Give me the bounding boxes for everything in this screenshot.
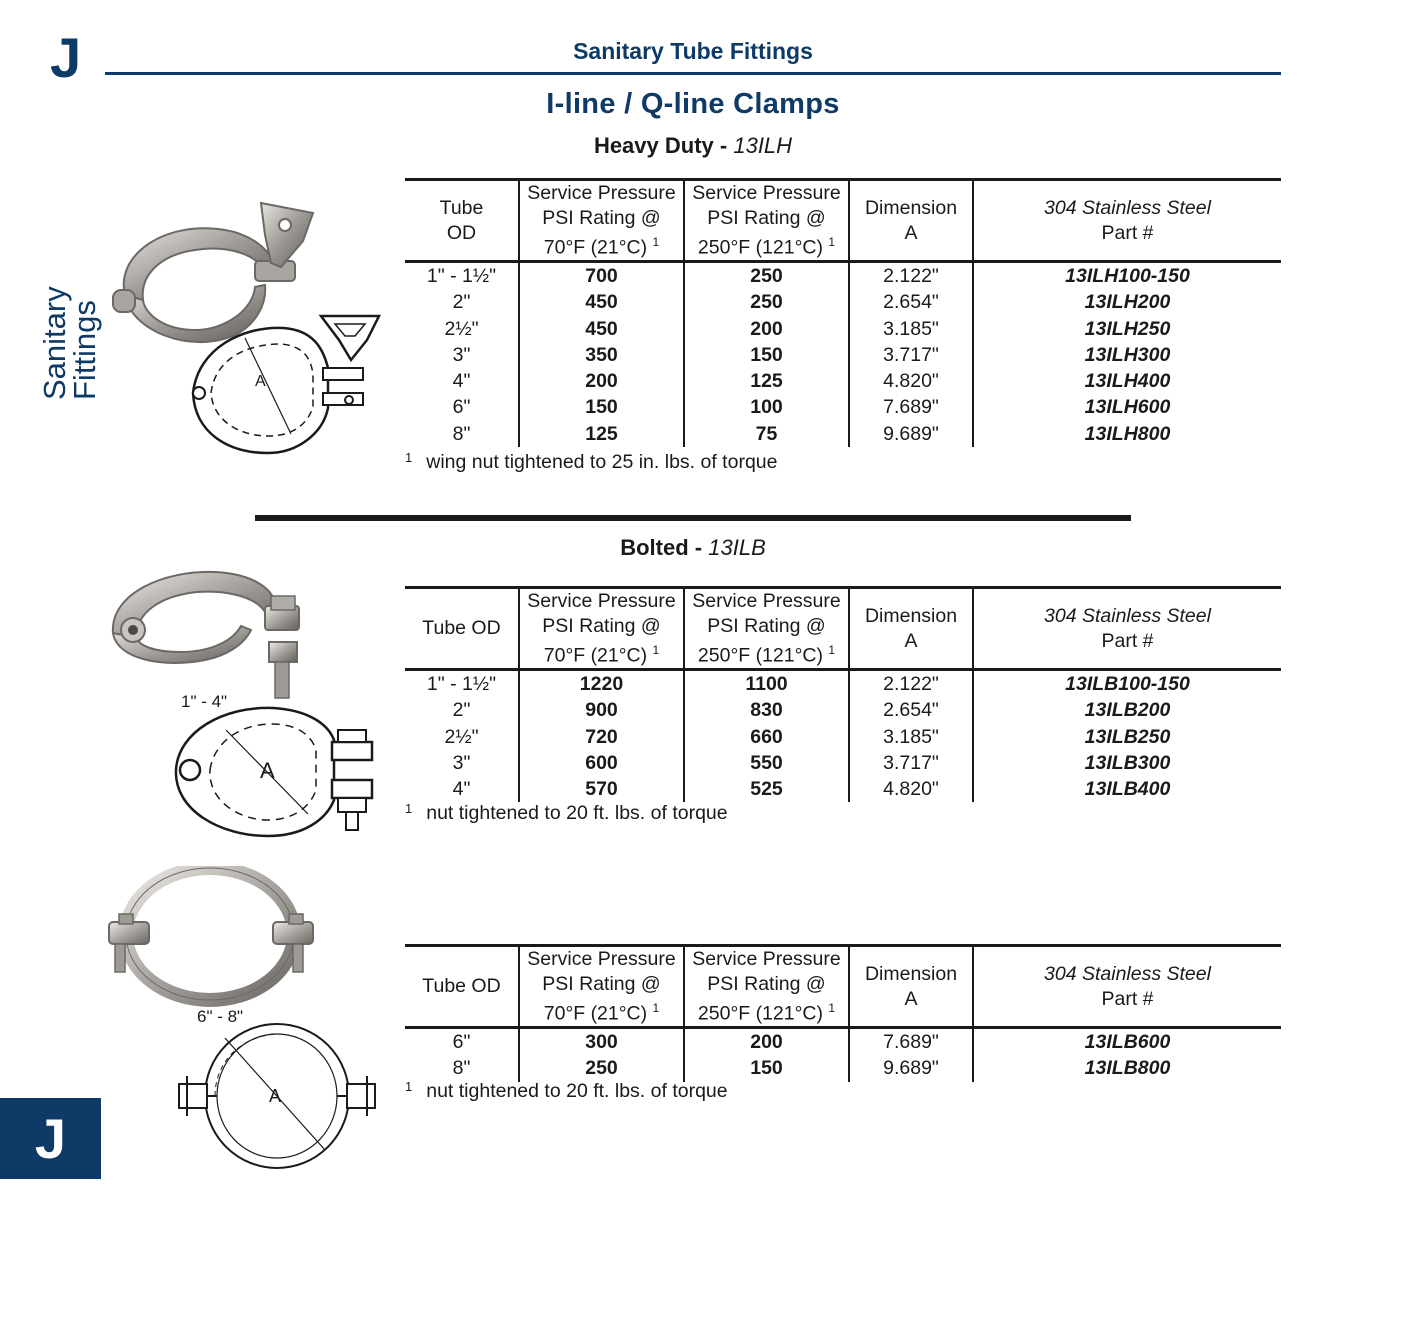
large-bolted-clamp-photo-icon: [105, 866, 320, 1011]
heavy-duty-title: [405, 133, 981, 159]
table-row: 1" - 1½" 700 250 2.122" 13ILH100-150: [405, 262, 1281, 290]
diagram-label-a: A: [260, 758, 275, 783]
page-title: I-line / Q-line Clamps: [546, 88, 840, 120]
bolted-clamp-drawing-icon: [168, 700, 378, 840]
col-dimension: Dimension A: [849, 180, 973, 262]
heavy-duty-clamp-drawing-icon: [183, 308, 383, 458]
bolted-clamp-photo-icon: [105, 568, 310, 703]
col-part-number: 304 Stainless Steel Part #: [973, 180, 1281, 262]
section-tab: J: [0, 1098, 101, 1179]
section-divider: [255, 515, 1131, 521]
side-label: [37, 180, 102, 400]
large-bolted-footnote: $^1$ nut tightened to 20 ft. lbs. of torque: [405, 1079, 728, 1102]
table-row: 2½" 450 200 3.185" 13ILH250: [405, 316, 1281, 342]
section-letter: J: [50, 26, 82, 89]
heavy-duty-footnote: $^1$ wing nut tightened to 25 in. lbs. of torque: [405, 450, 778, 473]
col-dimension: Dimension A: [849, 946, 973, 1028]
large-bolted-table: [405, 944, 1281, 1082]
table-row: 6" 300 200 7.689" 13ILB600: [405, 1028, 1281, 1056]
large-bolted-clamp-drawing-icon: [175, 1020, 380, 1172]
bolted-title-bold: Bolted -: [620, 535, 703, 560]
table-row: 1" - 1½" 1220 1100 2.122" 13ILB100-150: [405, 670, 1281, 698]
col-pressure-250: Service Pressure PSI Rating @ 250°F (121°C) $^1$: [684, 946, 849, 1028]
table-row: 2" 450 250 2.654" 13ILH200: [405, 289, 1281, 315]
bolted-footnote: $^1$ nut tightened to 20 ft. lbs. of torque: [405, 801, 728, 824]
table-row: 4" 200 125 4.820" 13ILH400: [405, 368, 1281, 394]
col-part-number: 304 Stainless Steel Part #: [973, 588, 1281, 670]
heavy-duty-title-italic: 13ILH: [733, 133, 793, 158]
side-label-line1: Sanitary: [37, 286, 72, 400]
col-pressure-70: Service Pressure PSI Rating @ 70°F (21°C) $^1$: [519, 588, 684, 670]
col-tube-od: Tube OD: [405, 588, 519, 670]
header-title: Sanitary Tube Fittings: [573, 38, 813, 64]
table-row: 4" 570 525 4.820" 13ILB400: [405, 776, 1281, 802]
bolted-table: [405, 586, 1281, 802]
large-bolted-image-label: 6" - 8": [197, 1007, 244, 1026]
table-row: 2½" 720 660 3.185" 13ILB250: [405, 724, 1281, 750]
bolted-title: [405, 535, 981, 561]
heavy-duty-table: [405, 178, 1281, 447]
col-tube-od: Tube OD: [405, 946, 519, 1028]
table-row: 8" 125 75 9.689" 13ILH800: [405, 421, 1281, 447]
table-row: 6" 150 100 7.689" 13ILH600: [405, 394, 1281, 420]
table-row: 3" 350 150 3.717" 13ILH300: [405, 342, 1281, 368]
diagram-label-a: A: [255, 373, 266, 390]
col-pressure-70: Service Pressure PSI Rating @ 70°F (21°C) $^1$: [519, 946, 684, 1028]
col-tube-od: Tube OD: [405, 180, 519, 262]
bolted-image-label: 1" - 4": [181, 692, 228, 711]
col-dimension: Dimension A: [849, 588, 973, 670]
table-row: 2" 900 830 2.654" 13ILB200: [405, 697, 1281, 723]
header-rule: [105, 72, 1281, 75]
side-label-line2: Fittings: [67, 300, 102, 400]
col-pressure-70: Service Pressure PSI Rating @ 70°F (21°C) $^1$: [519, 180, 684, 262]
bolted-title-italic: 13ILB: [708, 535, 766, 560]
col-pressure-250: Service Pressure PSI Rating @ 250°F (121°C) $^1$: [684, 180, 849, 262]
table-row: 3" 600 550 3.717" 13ILB300: [405, 750, 1281, 776]
heavy-duty-title-bold: Heavy Duty -: [593, 133, 728, 158]
col-pressure-250: Service Pressure PSI Rating @ 250°F (121°C) $^1$: [684, 588, 849, 670]
table-row: 8" 250 150 9.689" 13ILB800: [405, 1055, 1281, 1081]
diagram-label-a: A: [269, 1086, 282, 1106]
col-part-number: 304 Stainless Steel Part #: [973, 946, 1281, 1028]
